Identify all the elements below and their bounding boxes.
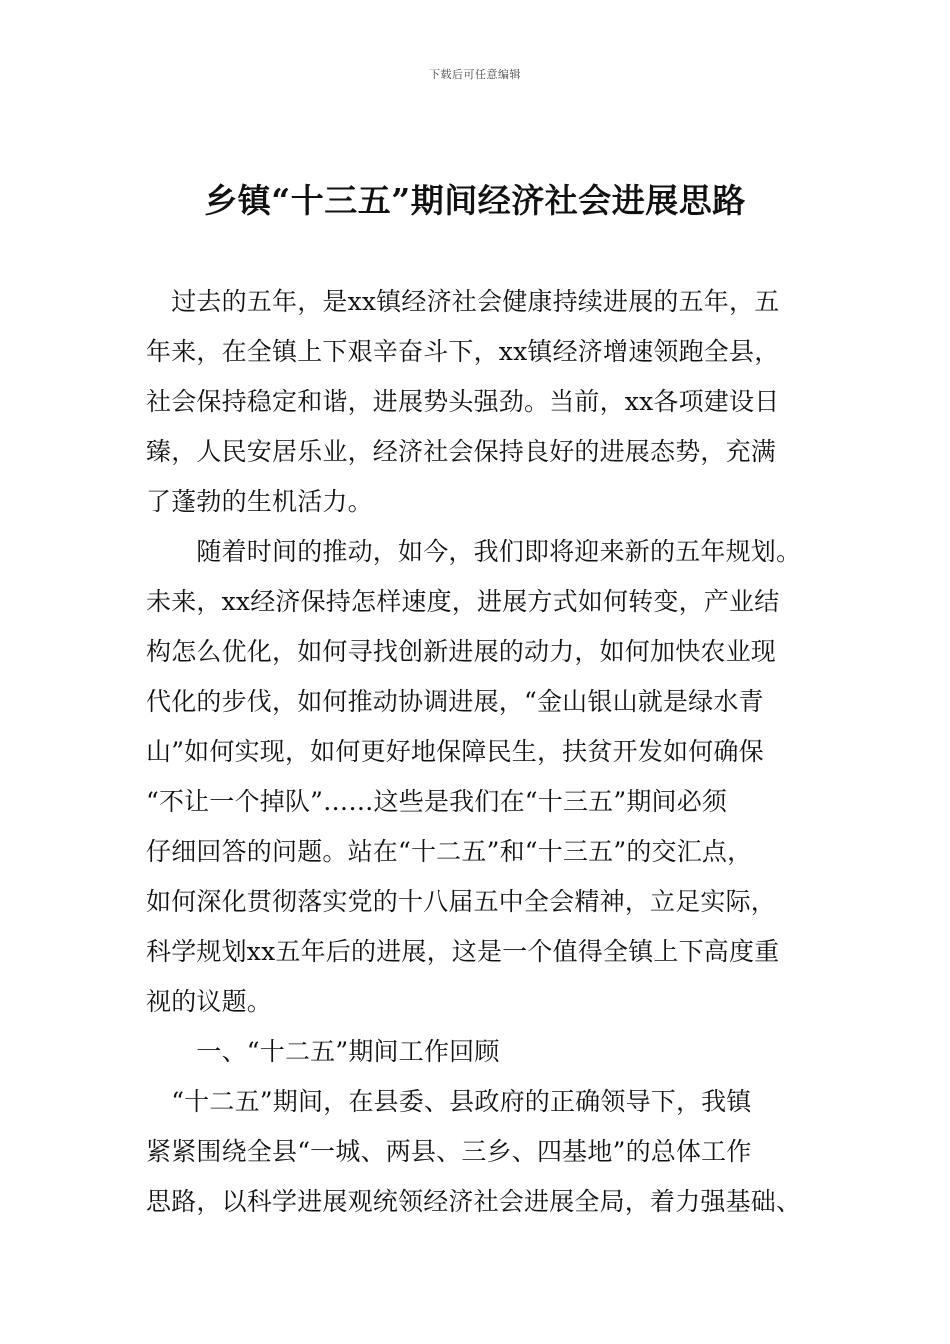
body-line: “不让一个掉队”……这些是我们在“十三五”期间必须 [146,787,728,816]
section-heading: 一、“十二五”期间工作回顾 [146,1037,500,1066]
body-line: 代化的步伐，如何推动协调进展，“金山银山就是绿水青 [146,687,764,716]
body-line: 紧紧围绕全县“一城、两县、三乡、四基地”的总体工作 [146,1137,752,1166]
body-line: 随着时间的推动，如今，我们即将迎来新的五年规划。 [146,537,802,566]
body-line: 臻，人民安居乐业，经济社会保持良好的进展态势，充满 [146,437,777,466]
body-line: 如何深化贯彻落实党的十八届五中全会精神，立足实际， [146,887,777,916]
body-line: 视的议题。 [146,987,273,1016]
document-body [146,277,806,1227]
body-line: 仔细回答的问题。站在“十二五”和“十三五”的交汇点， [146,837,753,866]
body-line: “十二五”期间，在县委、县政府的正确领导下，我镇 [146,1087,752,1116]
body-line: 年来，在全镇上下艰辛奋斗下，xx镇经济增速领跑全县， [146,337,780,366]
body-line: 思路，以科学进展观统领经济社会进展全局，着力强基础、 [146,1187,802,1216]
body-line: 山”如何实现，如何更好地保障民生，扶贫开发如何确保 [146,737,764,766]
body-line: 科学规划xx五年后的进展，这是一个值得全镇上下高度重 [146,937,780,966]
header-note: 下载后可任意编辑 [429,68,521,81]
body-line: 构怎么优化，如何寻找创新进展的动力，如何加快农业现 [146,637,777,666]
body-line: 了蓬勃的生机活力。 [146,487,373,516]
document-title: 乡镇“十三五”期间经济社会进展思路 [204,181,746,220]
body-line: 社会保持稳定和谐，进展势头强劲。当前，xx各项建设日 [146,387,780,416]
body-line: 过去的五年，是xx镇经济社会健康持续进展的五年，五 [146,287,780,316]
body-line: 未来，xx经济保持怎样速度，进展方式如何转变，产业结 [146,587,780,616]
